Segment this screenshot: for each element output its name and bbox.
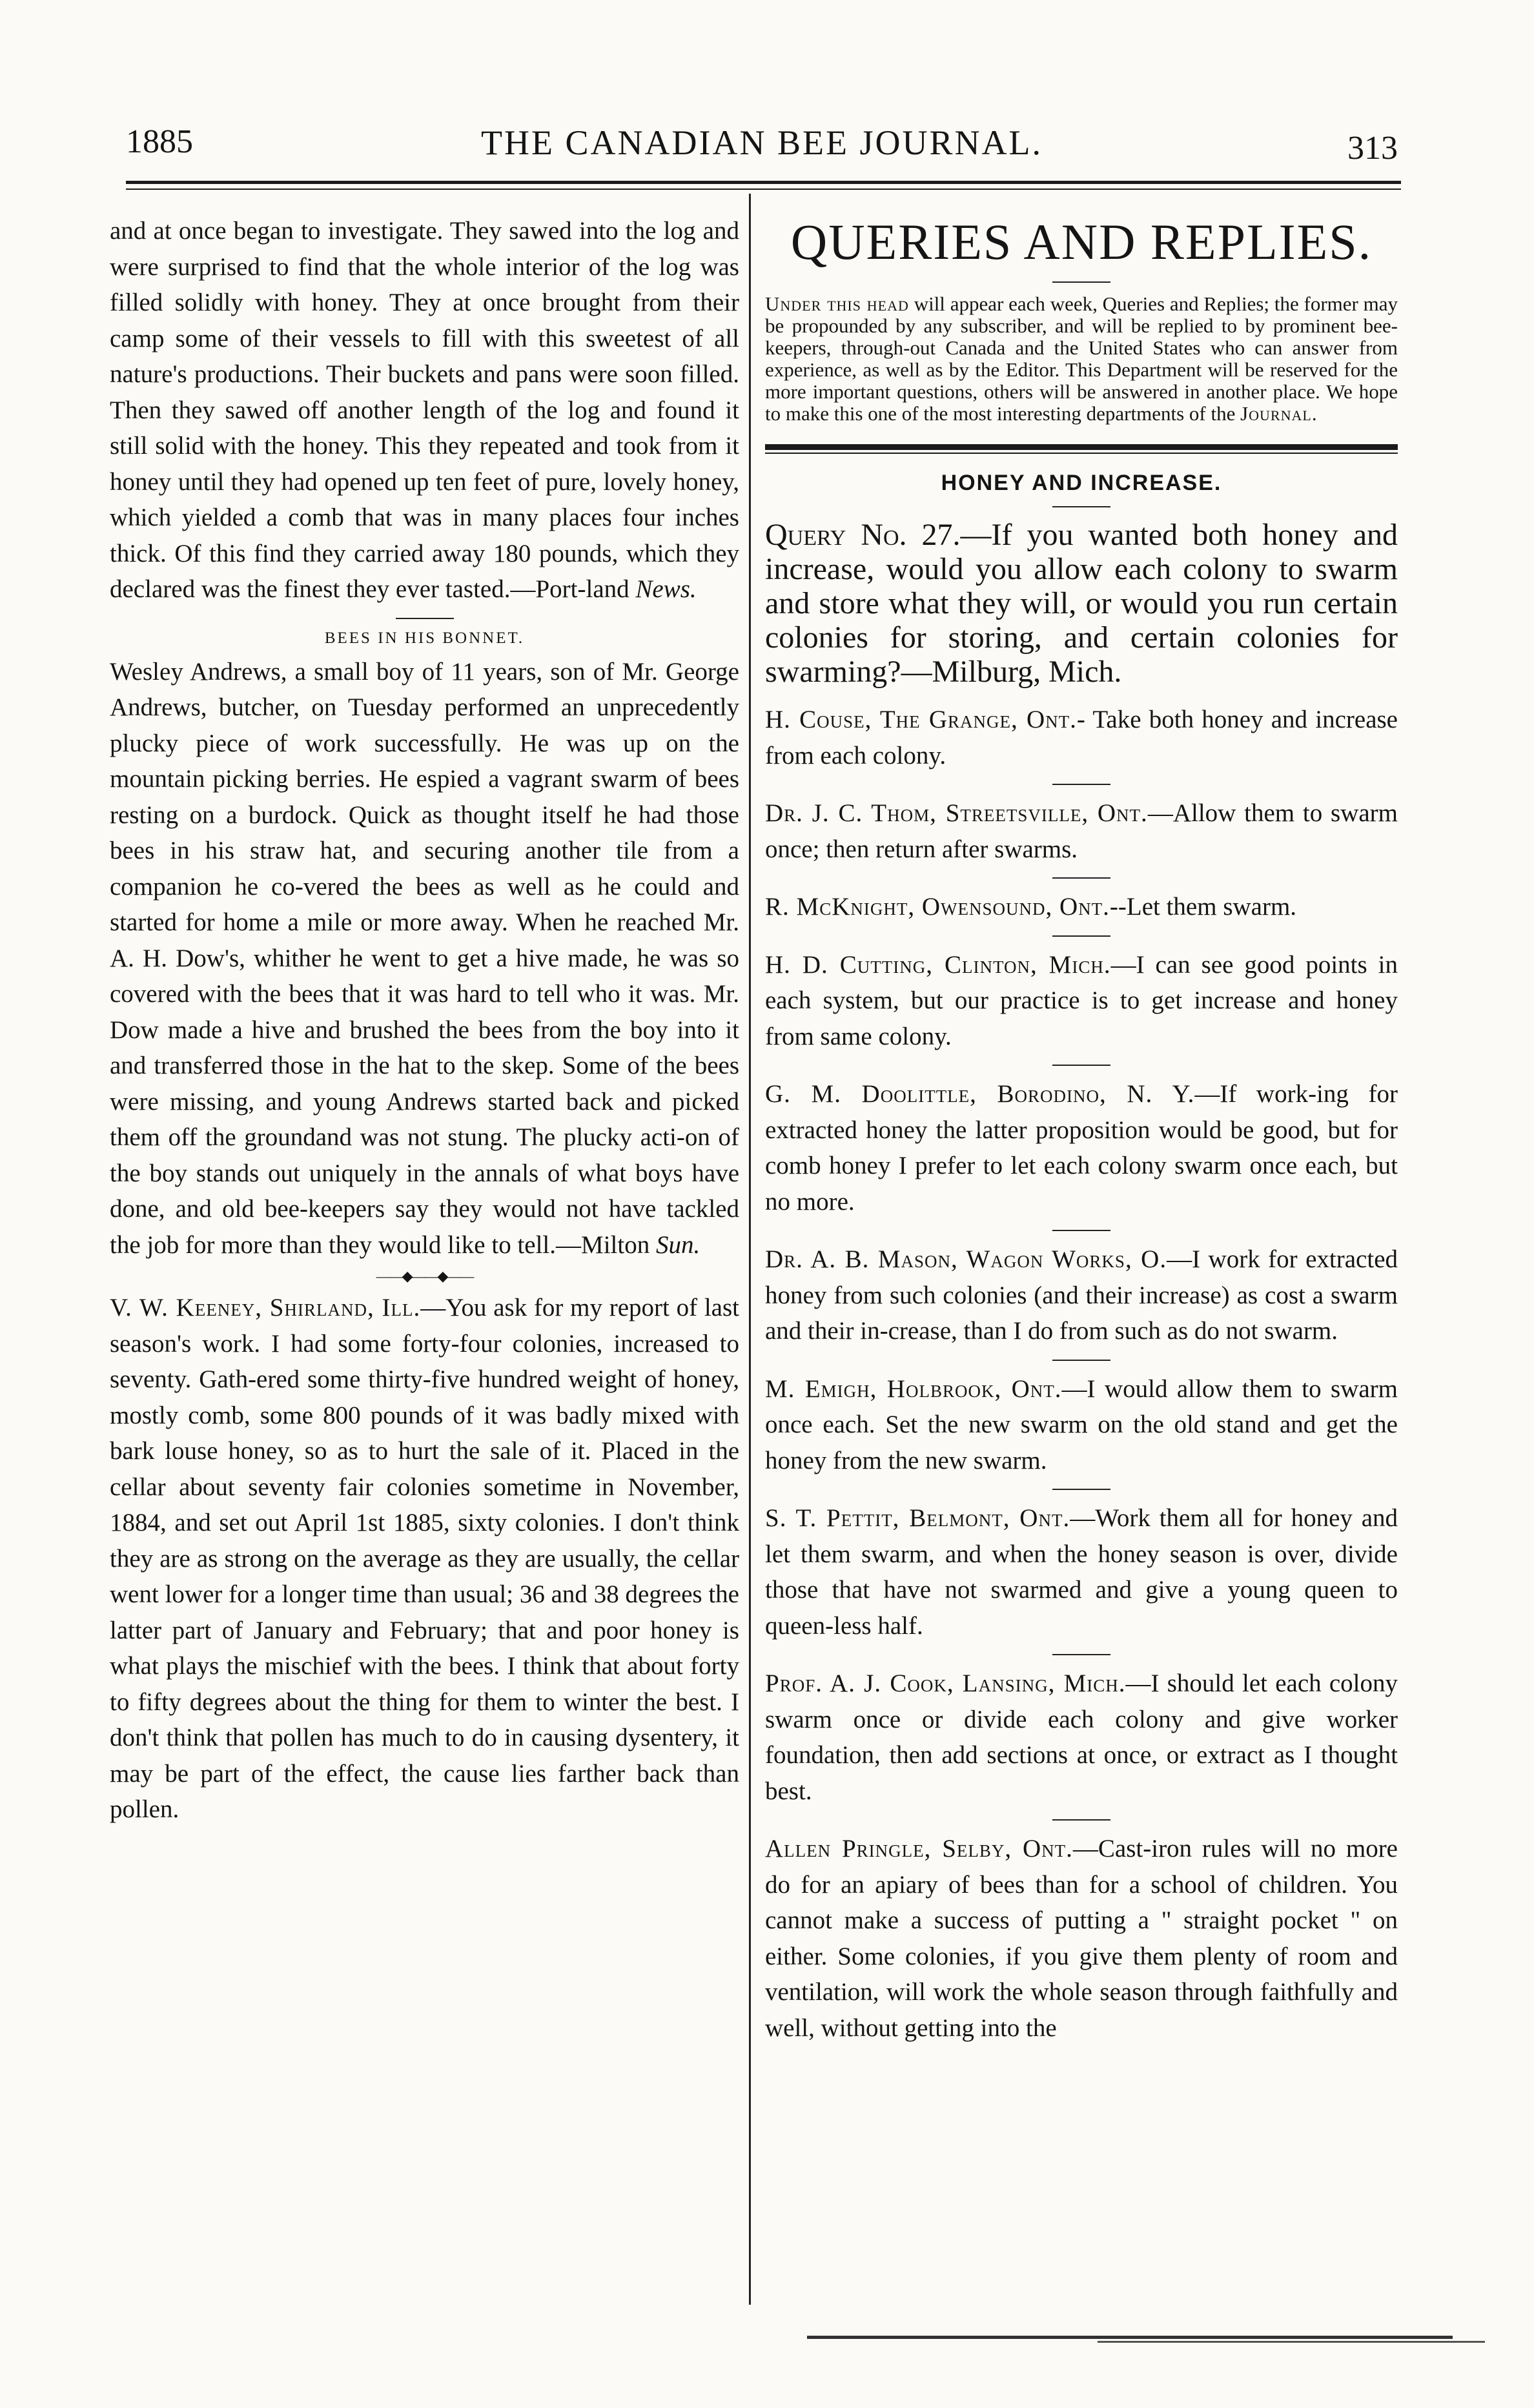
left-column — [110, 213, 739, 1828]
reply-author: Prof. A. J. Cook, Lansing, Mich. — [765, 1669, 1126, 1697]
reply-item — [765, 702, 1398, 773]
bottom-edge-mark-thin — [1098, 2341, 1485, 2343]
reply-item — [765, 1076, 1398, 1219]
honey-log-paragraph — [110, 213, 739, 607]
reply-divider — [1052, 1654, 1110, 1655]
subheading-divider — [1052, 506, 1110, 507]
honey-log-source: News. — [635, 575, 697, 603]
reply-item — [765, 795, 1398, 867]
reply-divider — [1052, 1489, 1110, 1490]
reply-item — [765, 1666, 1398, 1809]
ornament-divider: ——◆——◆—— — [376, 1268, 473, 1284]
header-rule — [126, 181, 1401, 184]
intro-text: will appear each week, Queries and Replies; the former may be propounded by any subscriber, and will be replied to by prominent bee-keepers, through-out Canada and the United States who can answer from experience, as well as by the Editor. This Department will be reserved for the more important questions, others will be answered in another place. We hope to make this one of the most interesting departments of the — [765, 292, 1398, 425]
reply-text: —I can see good points in each system, but our practice is to get increase and honey from same colony. — [765, 950, 1398, 1050]
section-thick-rule — [765, 444, 1398, 450]
reply-author: H. Couse, The Grange, Ont. — [765, 706, 1077, 733]
reply-divider — [1052, 1230, 1110, 1231]
reply-divider — [1052, 877, 1110, 879]
header-year: 1885 — [126, 123, 193, 160]
keeney-report-paragraph — [110, 1290, 739, 1828]
reply-divider — [1052, 1360, 1110, 1361]
heading-divider — [1052, 281, 1110, 283]
reply-author: M. Emigh, Holbrook, Ont. — [765, 1374, 1062, 1403]
bottom-edge-mark — [807, 2336, 1453, 2339]
intro-journal: Journal. — [1240, 402, 1318, 425]
column-divider — [749, 194, 751, 2305]
query-text: —If you wanted both honey and increase, would you allow each colony to swarm and store what they will, or would you run certain colonies for storing, and certain colonies for swarming?—Milburg, Mich. — [765, 518, 1398, 689]
reply-item — [765, 947, 1398, 1055]
query-27 — [765, 518, 1398, 689]
keeney-author: V. W. Keeney, Shirland, Ill. — [110, 1294, 421, 1321]
honey-log-text: and at once began to investigate. They sawed into the log and were surprised to find that the whole interior of the log was filled solidly with honey. They at once brought from their camp some of their vessels to fill with this sweetest of all nature's productions. Their buckets and pans were soon filled. Then they sawed off another length of the log and found it still solid with the honey. This they repeated and took from it honey until they had opened up ten feet of pure, lovely honey, which yielded a comb that was in many places four inches thick. Of this find they carried away 180 pounds, which they declared was the finest they ever tasted.—Port-land — [110, 217, 739, 603]
reply-item — [765, 1371, 1398, 1479]
reply-divider — [1052, 1065, 1110, 1066]
page-number: 313 — [1347, 130, 1398, 167]
reply-item — [765, 889, 1398, 925]
intro-lead: Under this head — [765, 292, 909, 315]
reply-divider — [1052, 784, 1110, 785]
query-label: Query No. 27. — [765, 518, 961, 552]
reply-text: - Take both honey and increase from each colony. — [765, 706, 1398, 770]
reply-author: Allen Pringle, Selby, Ont. — [765, 1835, 1073, 1862]
page-header — [126, 123, 1398, 174]
right-column — [765, 213, 1398, 2046]
journal-title: THE CANADIAN BEE JOURNAL. — [481, 123, 1043, 162]
honey-increase-heading: HONEY AND INCREASE. — [941, 471, 1222, 495]
department-intro — [765, 293, 1398, 425]
reply-author: H. D. Cutting, Clinton, Mich. — [765, 950, 1111, 979]
reply-text: —I work for extracted honey from such colonies (and their increase) as cost a swarm and their in-crease, than I do from such as do not swarm. — [765, 1245, 1398, 1345]
reply-author: Dr. A. B. Mason, Wagon Works, O. — [765, 1245, 1167, 1273]
reply-author: S. T. Pettit, Belmont, Ont. — [765, 1504, 1070, 1532]
keeney-report-text: —You ask for my report of last season's work. I had some forty-four colonies, increased to seventy. Gath-ered some thirty-five hundred weight of honey, mostly comb, some 800 pounds of it was badly mixed with bark louse honey, so as to hurt the sale of it. Placed in the cellar about seventy fair colonies sometime in November, 1884, and set out April 1st 1885, sixty colonies. I don't think they are as strong on the average as they are usually, the cellar went lower for a longer time than usual; 36 and 38 degrees the latter part of January and February; that and poor honey is what plays the mischief with the bees. I think that about forty to fifty degrees about the thing for them to winter the best. I don't think that pollen has much to do in causing dysentery, it may be part of the effect, the cause lies farther back than pollen. — [110, 1294, 740, 1823]
reply-item — [765, 1241, 1398, 1349]
bees-bonnet-text: Wesley Andrews, a small boy of 11 years, son of Mr. George Andrews, butcher, on Tuesday performed an unprecedently plucky piece of work successfully. He was up on the mountain picking berries. He espied a vagrant swarm of bees resting on a burdock. Quick as thought itself he had those bees in his straw hat, and securing another tile from a companion he co-vered the bees as well as he could and started for home a mile or more away. When he reached Mr. A. H. Dow's, whither he went to get a hive made, he was so covered with the bees that it was hard to tell who it was. Mr. Dow made a hive and brushed the bees from the boy into it and transferred those in the hat to the skep. Some of the bees were missing, and young Andrews started back and picked them off the groundand was not stung. The plucky acti-on of the boy stands out uniquely in the annals of what boys have done, and old bee-keepers say they would not have tackled the job for more than they would like to tell.—Milton — [110, 657, 739, 1259]
reply-author: G. M. Doolittle, Borodino, N. Y. — [765, 1080, 1195, 1108]
reply-text: --Let them swarm. — [1109, 893, 1297, 921]
bees-bonnet-source: Sun. — [655, 1230, 701, 1259]
queries-replies-heading: QUERIES AND REPLIES. — [790, 214, 1373, 270]
reply-author: Dr. J. C. Thom, Streetsville, Ont. — [765, 799, 1148, 827]
reply-item — [765, 1500, 1398, 1644]
reply-divider — [1052, 935, 1110, 937]
reply-text: —If work-ing for extracted honey the latter proposition would be good, but for comb honey I prefer to let each colony swarm once each, but no more. — [765, 1080, 1398, 1216]
bees-bonnet-paragraph — [110, 654, 739, 1263]
reply-author: R. McKnight, Owensound, Ont. — [765, 893, 1110, 921]
reply-text: —Work them all for honey and let them swarm, and when the honey season is over, divide those that have not swarmed and give a young queen to queen-less half. — [765, 1504, 1398, 1640]
bees-bonnet-heading: BEES IN HIS BONNET. — [324, 629, 525, 647]
reply-text: —Allow them to swarm once; then return after swarms. — [765, 799, 1398, 863]
reply-text: —I should let each colony swarm once or divide each colony and give worker foundation, then add sections at once, or extract as I thought best. — [765, 1669, 1398, 1805]
section-thin-rule — [765, 453, 1398, 454]
reply-divider — [1052, 1819, 1110, 1821]
reply-item — [765, 1831, 1398, 2046]
reply-text: —I would allow them to swarm once each. Set the new swarm on the old stand and get the honey from the new swarm. — [765, 1374, 1398, 1474]
reply-text: —Cast-iron rules will no more do for an apiary of bees than for a school of children. You cannot make a success of putting a " straight pocket " on either. Some colonies, if you give them plenty of room and ventilation, will work the whole season through faithfully and well, without getting into the — [765, 1835, 1398, 2042]
section-divider — [396, 618, 454, 619]
header-rule-thin — [126, 189, 1401, 190]
